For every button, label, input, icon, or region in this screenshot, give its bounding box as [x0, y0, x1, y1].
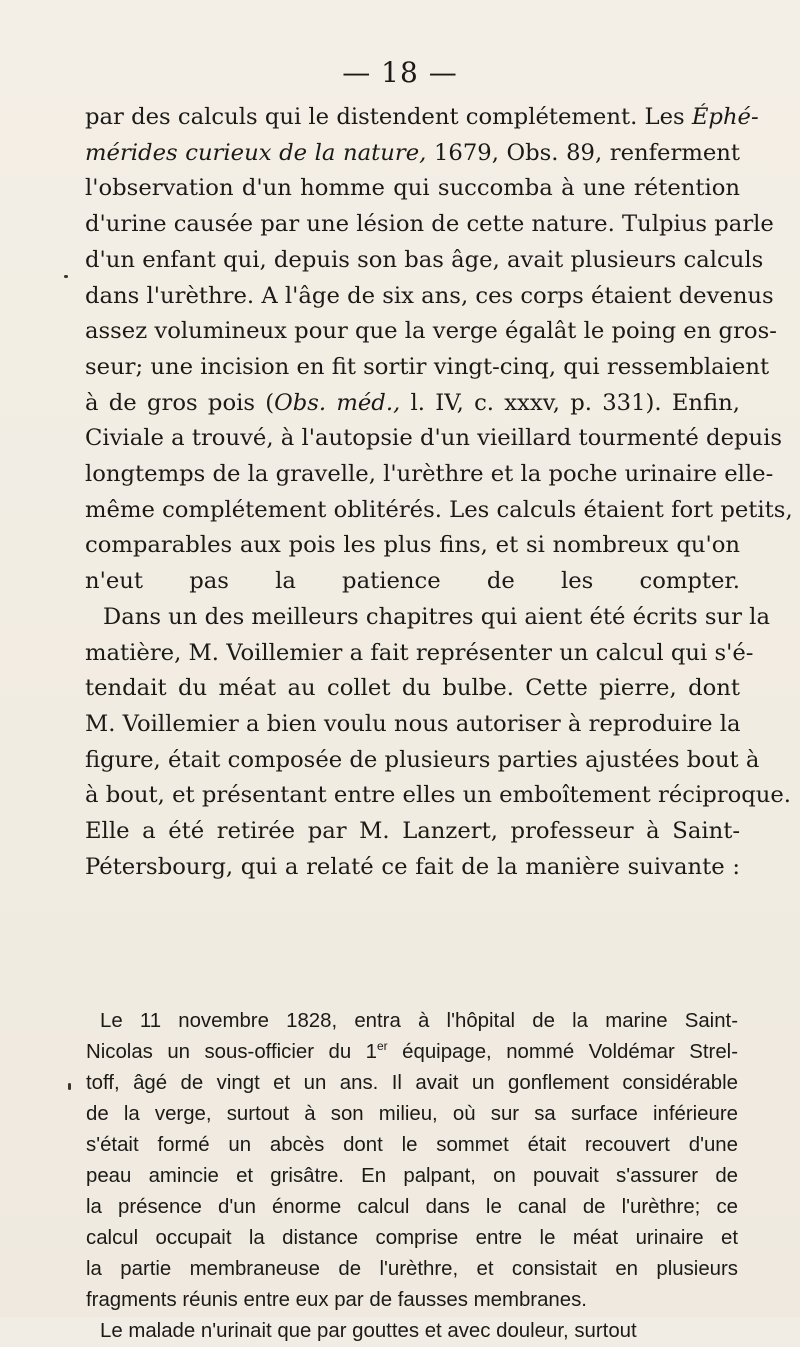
text-line	[85, 528, 740, 564]
text-line	[85, 243, 764, 279]
text-line	[85, 350, 770, 386]
text-run: seur; une incision en fit sortir vingt-cinq, qui ressemblaient	[85, 353, 770, 380]
text-line	[85, 636, 754, 672]
text-line	[85, 314, 777, 350]
italic-title: Obs. méd.,	[274, 389, 401, 416]
text-run: Nicolas un sous-officier du 1	[86, 1041, 377, 1063]
text-line	[85, 564, 740, 600]
text-run: s'était formé un abcès dont le sommet était recouvert d'une	[86, 1134, 738, 1156]
text-line	[85, 457, 774, 493]
page-number: — 18 —	[342, 56, 458, 89]
text-run: Dans un des meilleurs chapitres qui aient été écrits sur la	[103, 603, 770, 630]
text-line	[85, 136, 740, 172]
text-run: d'un enfant qui, depuis son bas âge, avait plusieurs calculs	[85, 246, 764, 273]
text-run: comparables aux pois les plus fins, et si nombreux qu'on	[85, 532, 740, 559]
text-run: Civiale a trouvé, à l'autopsie d'un vieillard tourmenté depuis	[85, 425, 783, 452]
text-line	[85, 493, 793, 529]
text-line	[85, 743, 760, 779]
text-run: toff, âgé de vingt et un ans. Il avait un gonflement considérable	[86, 1072, 738, 1094]
superscript: er	[377, 1039, 388, 1053]
text-line	[85, 814, 740, 850]
quoted-case-report	[86, 1006, 738, 1347]
text-line	[86, 1130, 738, 1161]
text-line	[86, 1316, 738, 1347]
text-run: la partie membraneuse de l'urèthre, et consistait en plusieurs	[86, 1258, 738, 1280]
italic-title: mérides curieux de la nature,	[85, 139, 427, 166]
text-line	[86, 1037, 738, 1068]
text-run: la présence d'un énorme calcul dans le canal de l'urèthre; ce	[86, 1196, 738, 1218]
text-run: Pétersbourg, qui a relaté ce fait de la manière suivante :	[85, 853, 740, 880]
print-speck	[64, 275, 68, 278]
text-line	[85, 421, 783, 457]
text-run: calcul occupait la distance comprise entre le méat urinaire et	[86, 1227, 738, 1249]
text-line	[85, 279, 774, 315]
text-line	[85, 207, 774, 243]
text-run: Elle a été retirée par M. Lanzert, professeur à Saint-	[85, 818, 740, 845]
text-run: d'urine causée par une lésion de cette nature. Tulpius parle	[85, 211, 774, 238]
text-run: Le malade n'urinait que par gouttes et avec douleur, surtout	[100, 1320, 637, 1342]
text-run: peau amincie et grisâtre. En palpant, on pouvait s'assurer de	[86, 1165, 738, 1187]
text-run: matière, M. Voillemier a fait représenter un calcul qui s'é-	[85, 639, 754, 666]
text-run: dans l'urèthre. A l'âge de six ans, ces corps étaient devenus	[85, 282, 774, 309]
text-line	[85, 600, 770, 636]
text-run: longtemps de la gravelle, l'urèthre et la poche urinaire elle-	[85, 461, 774, 488]
text-run: à bout, et présentant entre elles un emboîtement réciproque.	[85, 782, 792, 809]
text-run: Le 11 novembre 1828, entra à l'hôpital de la marine Saint-	[100, 1010, 738, 1032]
text-line	[85, 850, 740, 886]
text-line	[86, 1068, 738, 1099]
text-line	[86, 1192, 738, 1223]
text-run: n'eut pas la patience de les compter.	[85, 568, 740, 595]
text-line	[86, 1006, 738, 1037]
text-run: équipage, nommé Voldémar Strel-	[387, 1041, 738, 1063]
text-line	[85, 386, 740, 422]
text-run: par des calculs qui le distendent complétement. Les	[85, 104, 692, 130]
text-line	[85, 171, 740, 207]
text-run: l'observation d'un homme qui succomba à une rétention	[85, 175, 740, 202]
text-line	[85, 671, 740, 707]
text-run: à de gros pois (	[85, 389, 275, 416]
text-run: tendait du méat au collet du bulbe. Cette pierre, dont	[85, 675, 740, 702]
text-run: 1679, Obs. 89, renferment	[426, 139, 740, 166]
text-line	[86, 1285, 738, 1316]
text-line	[86, 1161, 738, 1192]
text-line	[86, 1223, 738, 1254]
text-run: assez volumineux pour que la verge égalât le poing en gros-	[85, 318, 777, 345]
text-run: l. IV, c. xxxv, p. 331). Enfin,	[400, 389, 740, 416]
text-line	[86, 1254, 738, 1285]
text-line	[85, 778, 792, 814]
text-run: figure, était composée de plusieurs parties ajustées bout à	[85, 746, 760, 773]
italic-title: Éphé-	[691, 104, 759, 130]
text-run: de la verge, surtout à son milieu, où sur sa surface inférieure	[86, 1103, 738, 1125]
text-line	[85, 707, 740, 743]
text-line	[85, 100, 759, 136]
text-run: fragments réunis entre eux par de fausses membranes.	[86, 1289, 587, 1311]
main-paragraph-block	[85, 100, 793, 885]
text-line	[86, 1099, 738, 1130]
text-run: M. Voillemier a bien voulu nous autoriser à reproduire la	[85, 710, 741, 737]
text-run: même complétement oblitérés. Les calculs étaient fort petits,	[85, 496, 793, 523]
print-speck	[68, 1083, 71, 1090]
